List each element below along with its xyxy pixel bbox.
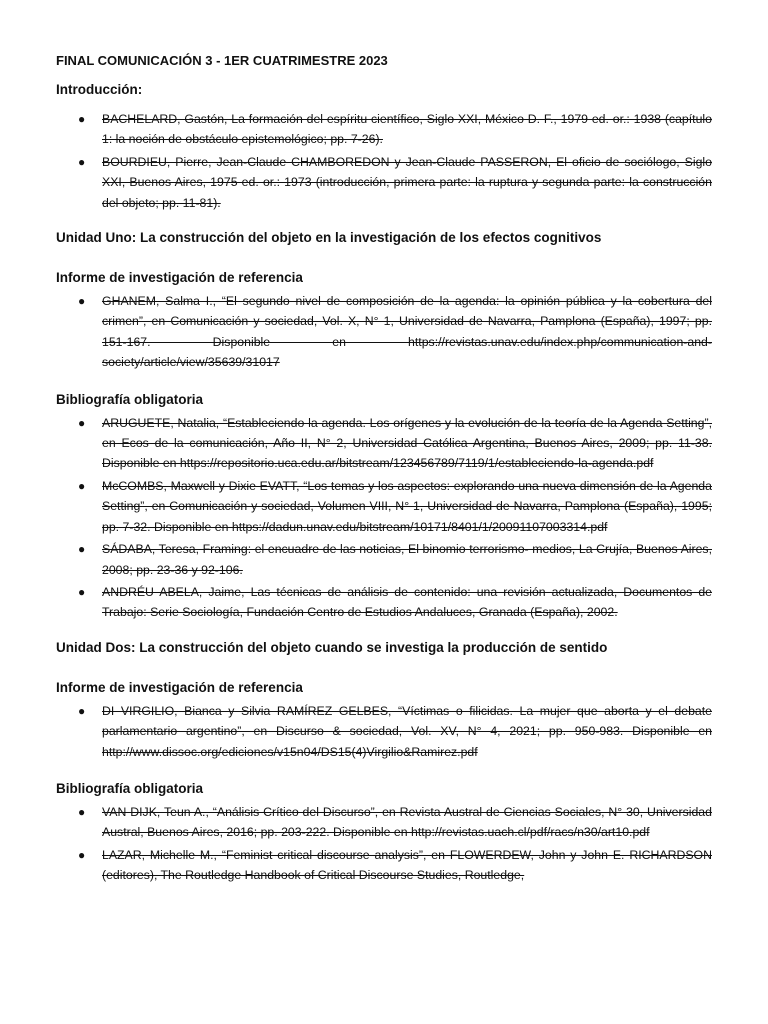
list-item <box>56 539 712 580</box>
list-item <box>56 701 712 762</box>
unit-one-biblio-list <box>56 413 712 623</box>
unit-two-report-heading: Informe de investigación de referencia <box>56 679 303 695</box>
unit-two-biblio-heading: Bibliografía obligatoria <box>56 780 204 796</box>
reference-text: BACHELARD, Gastón, La formación del espíritu científico, Siglo XXI, México D. F., 1979 ed. or.: 1938 (capítulo 1: la noción de obstáculo epistemológico; pp. 7-26). <box>102 112 712 147</box>
unit-one-report-list <box>56 291 712 373</box>
unit-one-biblio-heading: Bibliografía obligatoria <box>56 391 204 407</box>
bullet-icon: ● <box>78 703 86 718</box>
bullet-icon: ● <box>78 112 86 126</box>
unit-one-report-heading: Informe de investigación de referencia <box>56 270 303 286</box>
reference-text: VAN DIJK, Teun A., “Análisis Crítico del Discurso”, en Revista Austral de Ciencias Sociales, N° 30, Universidad Austral, Buenos Aires, 2016; pp. 203-222. Disponible en http://revistas.uach.cl/pdf/racs/n30/art10.pdf <box>102 804 712 840</box>
list-item <box>56 413 712 474</box>
bullet-icon: ● <box>78 154 86 169</box>
reference-text: ANDRÉU ABELA, Jaime, Las técnicas de análisis de contenido: una revisión actualizada, Documentos de Trabajo: Serie Sociología, Fundación Centro de Estudios Andaluces, Granada (España), 2002. <box>102 584 712 620</box>
bullet-icon: ● <box>78 584 86 599</box>
reference-text: SÁDABA, Teresa, Framing: el encuadre de las noticias, El binomio terrorismo- medios, La Crujía, Buenos Aires, 2008; pp. 23-36 y 92-106. <box>102 542 712 577</box>
bullet-icon: ● <box>78 415 86 430</box>
document-title: FINAL COMUNICACIÓN 3 - 1ER CUATRIMESTRE 2023 <box>56 53 388 68</box>
intro-reference-list <box>56 109 712 213</box>
reference-text: LAZAR, Michelle M., “Feminist critical discourse analysis”, en FLOWERDEW, John y John E. RICHARDSON (editores), The Routledge Handbook of Critical Discourse Studies, Routledge, <box>102 847 712 883</box>
unit-one-heading: Unidad Uno: La construcción del objeto en la investigación de los efectos cognitivos <box>56 230 602 246</box>
unit-two-report-list <box>56 701 712 762</box>
bullet-icon: ● <box>78 804 86 819</box>
reference-text: DI VIRGILIO, Bianca y Silvia RAMÍREZ GELBES, “Víctimas o filicidas. La mujer que aborta y el debate parlamentario argentino”, en Discurso & sociedad, Vol. XV, N° 4, 2021; pp. 950-983. Disponible en http://www.dissoc.org/ediciones/v15n04/DS15(4)Virgilio&Ramirez.pdf <box>102 703 712 759</box>
bullet-icon: ● <box>78 294 86 309</box>
list-item <box>56 802 712 843</box>
list-item <box>56 109 712 150</box>
list-item <box>56 152 712 213</box>
unit-two-biblio-list <box>56 802 712 886</box>
bullet-icon: ● <box>78 847 86 862</box>
reference-text: McCOMBS, Maxwell y Dixie EVATT, “Los temas y los aspectos: explorando una nueva dimensión de la Agenda Setting”, en Comunicación y sociedad, Volumen VIII, N° 1, Universidad de Navarra, Pamplona (España), 1995; pp. 7-32. Disponible en https://dadun.unav.edu/bitstream/10171/8401/1/20091107003314.pdf <box>102 478 712 534</box>
list-item <box>56 291 712 373</box>
reference-text: ARUGUETE, Natalia, “Estableciendo la agenda. Los orígenes y la evolución de la teoría de la Agenda Setting”, en Ecos de la comunicación, Año II, N° 2, Universidad Católica Argentina, Buenos Aires, 2009; pp. 11-38. Disponible en https://repositorio.uca.edu.ar/bitstream/123456789/7119/1/estableciendo-la-agenda.pdf <box>102 415 712 471</box>
bullet-icon: ● <box>78 478 86 493</box>
reference-text: BOURDIEU, Pierre, Jean-Claude CHAMBOREDON y Jean-Claude PASSERON, El oficio de sociólogo, Siglo XXI, Buenos Aires, 1975 ed. or.: 1973 (introducción, primera parte: la ruptura y segunda parte: la construcción del objeto; pp. 11-81). <box>102 154 712 210</box>
list-item <box>56 845 712 886</box>
list-item <box>56 582 712 623</box>
intro-heading: Introducción: <box>56 82 143 97</box>
reference-text: GHANEM, Salma I., “El segundo nivel de composición de la agenda: la opinión pública y la cobertura del crimen”, en Comunicación y sociedad, Vol. X, N° 1, Universidad de Navarra, Pamplona (España), 1997; pp. 151-167. Disponible en https://revistas.unav.edu/index.php/communication-and-society/article/view/35639/31017 <box>102 294 712 370</box>
unit-two-heading: Unidad Dos: La construcción del objeto cuando se investiga la producción de sentido <box>56 639 608 655</box>
list-item <box>56 476 712 537</box>
bullet-icon: ● <box>78 542 86 557</box>
